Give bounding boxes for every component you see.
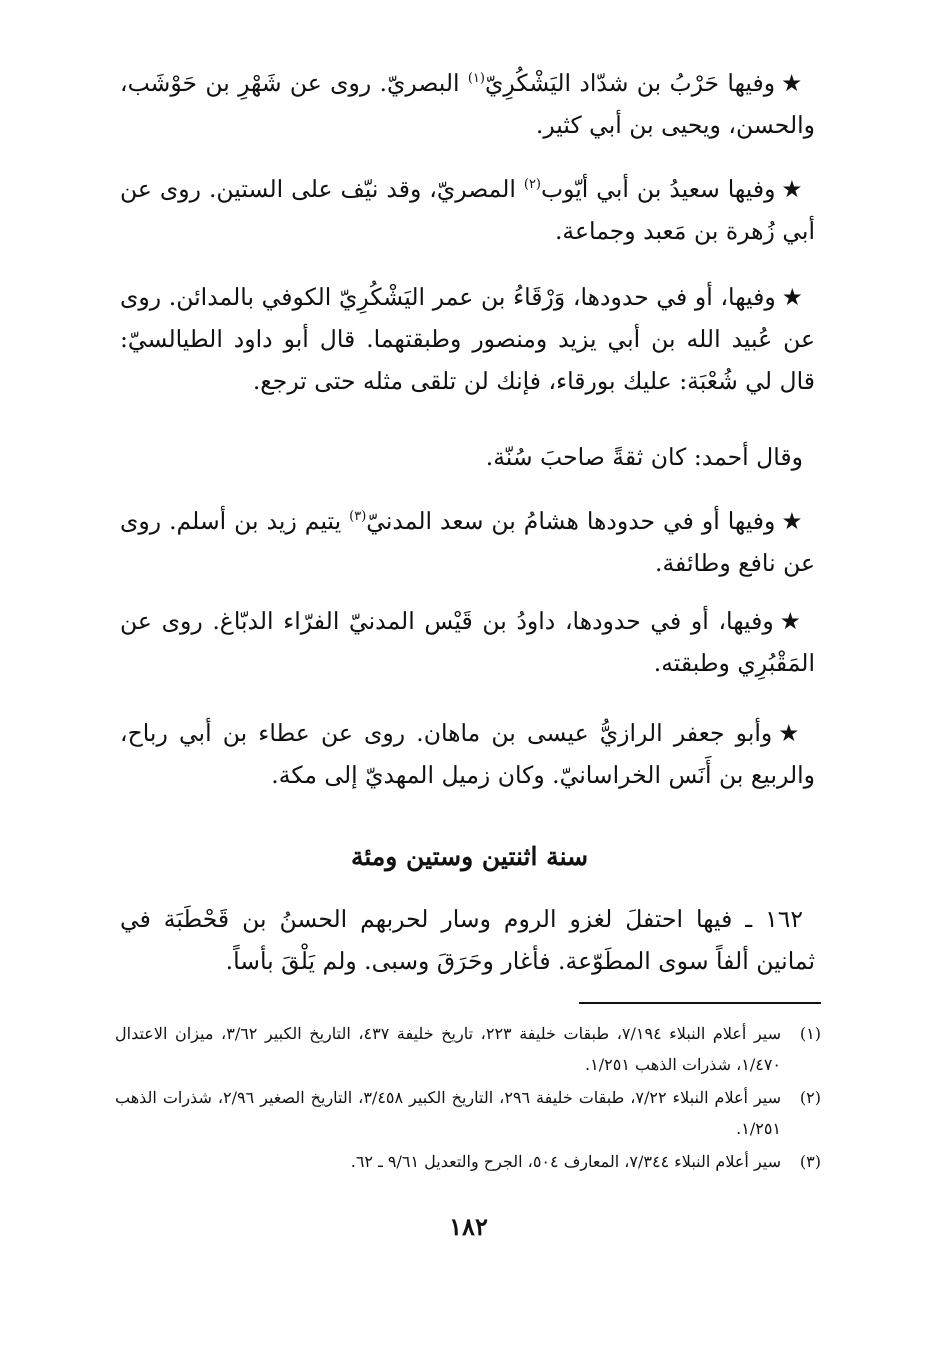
footnote-item: [115, 1146, 821, 1177]
footnote-reference[interactable]: (٢): [523, 177, 541, 193]
entry-text: [120, 500, 815, 584]
entry-said-ibn-abi-ayyub: [120, 168, 815, 252]
star-marker: ★: [781, 175, 803, 203]
page-number: ١٨٢: [449, 1212, 488, 1241]
footnote-number: (١): [799, 1024, 821, 1043]
star-marker: ★: [781, 283, 803, 311]
entry-text-part: وفيها، أو في حدودها، داودُ بن قَيْس المدنيّ الفرّاء الدبّاغ. روى عن المَقْبُرِي وطبقته.: [120, 607, 815, 677]
entry-text: وقال أحمد: كان ثقةً صاحبَ سُنّة.: [485, 443, 803, 471]
entry-text-part: المصريّ، وقد نيّف على الستين. روى عن أبي زُهرة بن مَعبد وجماعة.: [120, 175, 815, 245]
entry-warqa-ibn-umar: [120, 276, 815, 402]
entry-text-part: وفيها، أو في حدودها، وَرْقَاءُ بن عمر اليَشْكُرِيّ الكوفي بالمدائن. روى عن عُبيد الله بن أبي يزيد ومنصور وطبقتهما. قال أبو داود الطيالسيّ: قال لي شُعْبَة: عليك بورقاء، فإنك لن تلقى مثله حتى ترجع.: [120, 283, 815, 395]
footnote-text: سير أعلام النبلاء ٧/٣٤٤، المعارف ٥٠٤، الجرح والتعديل ٩/٦١ ـ ٦٢.: [350, 1152, 781, 1171]
entry-text-part: يتيم زيد بن أسلم. روى عن نافع وطائفة.: [120, 507, 815, 577]
footnote-divider: [579, 1002, 821, 1004]
entry-text-part: وفيها حَرْبُ بن شدّاد اليَشْكُرِيّ: [484, 69, 776, 97]
footnote-number: (٢): [799, 1088, 821, 1107]
entry-harb-ibn-shaddad: [120, 62, 815, 146]
entry-text-part: وفيها أو في حدودها هشامُ بن سعد المدنيّ: [366, 507, 776, 535]
footnote-number: (٣): [799, 1152, 821, 1171]
entry-ahmad-quote: [120, 436, 815, 478]
entry-text: [120, 600, 815, 684]
star-marker: ★: [778, 719, 803, 747]
footnote-reference[interactable]: (١): [467, 71, 485, 87]
year-paragraph-text: ١٦٢ ـ فيها احتفلَ لغزو الروم وسار لحربهم الحسنُ بن قَحْطَبَة في ثمانين ألفاً سوى المطَوّعة. فأغار وحَرَقَ وسبى. ولم يَلْقَ بأساً.: [120, 905, 815, 975]
star-marker: ★: [781, 507, 803, 535]
footnotes: [115, 1018, 821, 1179]
entry-text: [120, 62, 815, 146]
footnote-text: سير أعلام النبلاء ٧/١٩٤، طبقات خليفة ٢٢٣، تاريخ خليفة ٤٣٧، التاريخ الكبير ٣/٦٢، ميزان الاعتدال ١/٤٧٠، شذرات الذهب ١/٢٥١.: [115, 1024, 782, 1074]
entry-text: [120, 168, 815, 252]
footnote-reference[interactable]: (٣): [349, 509, 367, 525]
entry-text-part: وأبو جعفر الرازيُّ عيسى بن ماهان. روى عن عطاء بن أبي رباح، والربيع بن أَنَس الخراسانيّ. وكان زميل المهديّ إلى مكة.: [120, 719, 815, 789]
entry-abu-jafar-razi: [120, 712, 815, 796]
entry-text-part: البصريّ. روى عن شَهْرِ بن حَوْشَب، والحسن، ويحيى بن أبي كثير.: [120, 69, 815, 139]
footnote-item: [115, 1018, 821, 1080]
year-heading: سنة اثنتين وستين ومئة: [350, 842, 589, 871]
footnote-text: سير أعلام النبلاء ٧/٢٢، طبقات خليفة ٢٩٦، التاريخ الكبير ٣/٤٥٨، التاريخ الصغير ٢/٩٦، شذرات الذهب ١/٢٥١.: [115, 1088, 782, 1138]
star-marker: ★: [779, 607, 803, 635]
entry-text: [120, 712, 815, 796]
star-marker: ★: [781, 69, 803, 97]
entry-hisham-ibn-saad: [120, 500, 815, 584]
footnote-item: [115, 1082, 821, 1144]
entry-dawud-ibn-qays: [120, 600, 815, 684]
entry-text: [120, 276, 815, 402]
entry-text-part: وفيها سعيدُ بن أبي أيّوب: [541, 175, 776, 203]
year-paragraph: [120, 898, 815, 982]
